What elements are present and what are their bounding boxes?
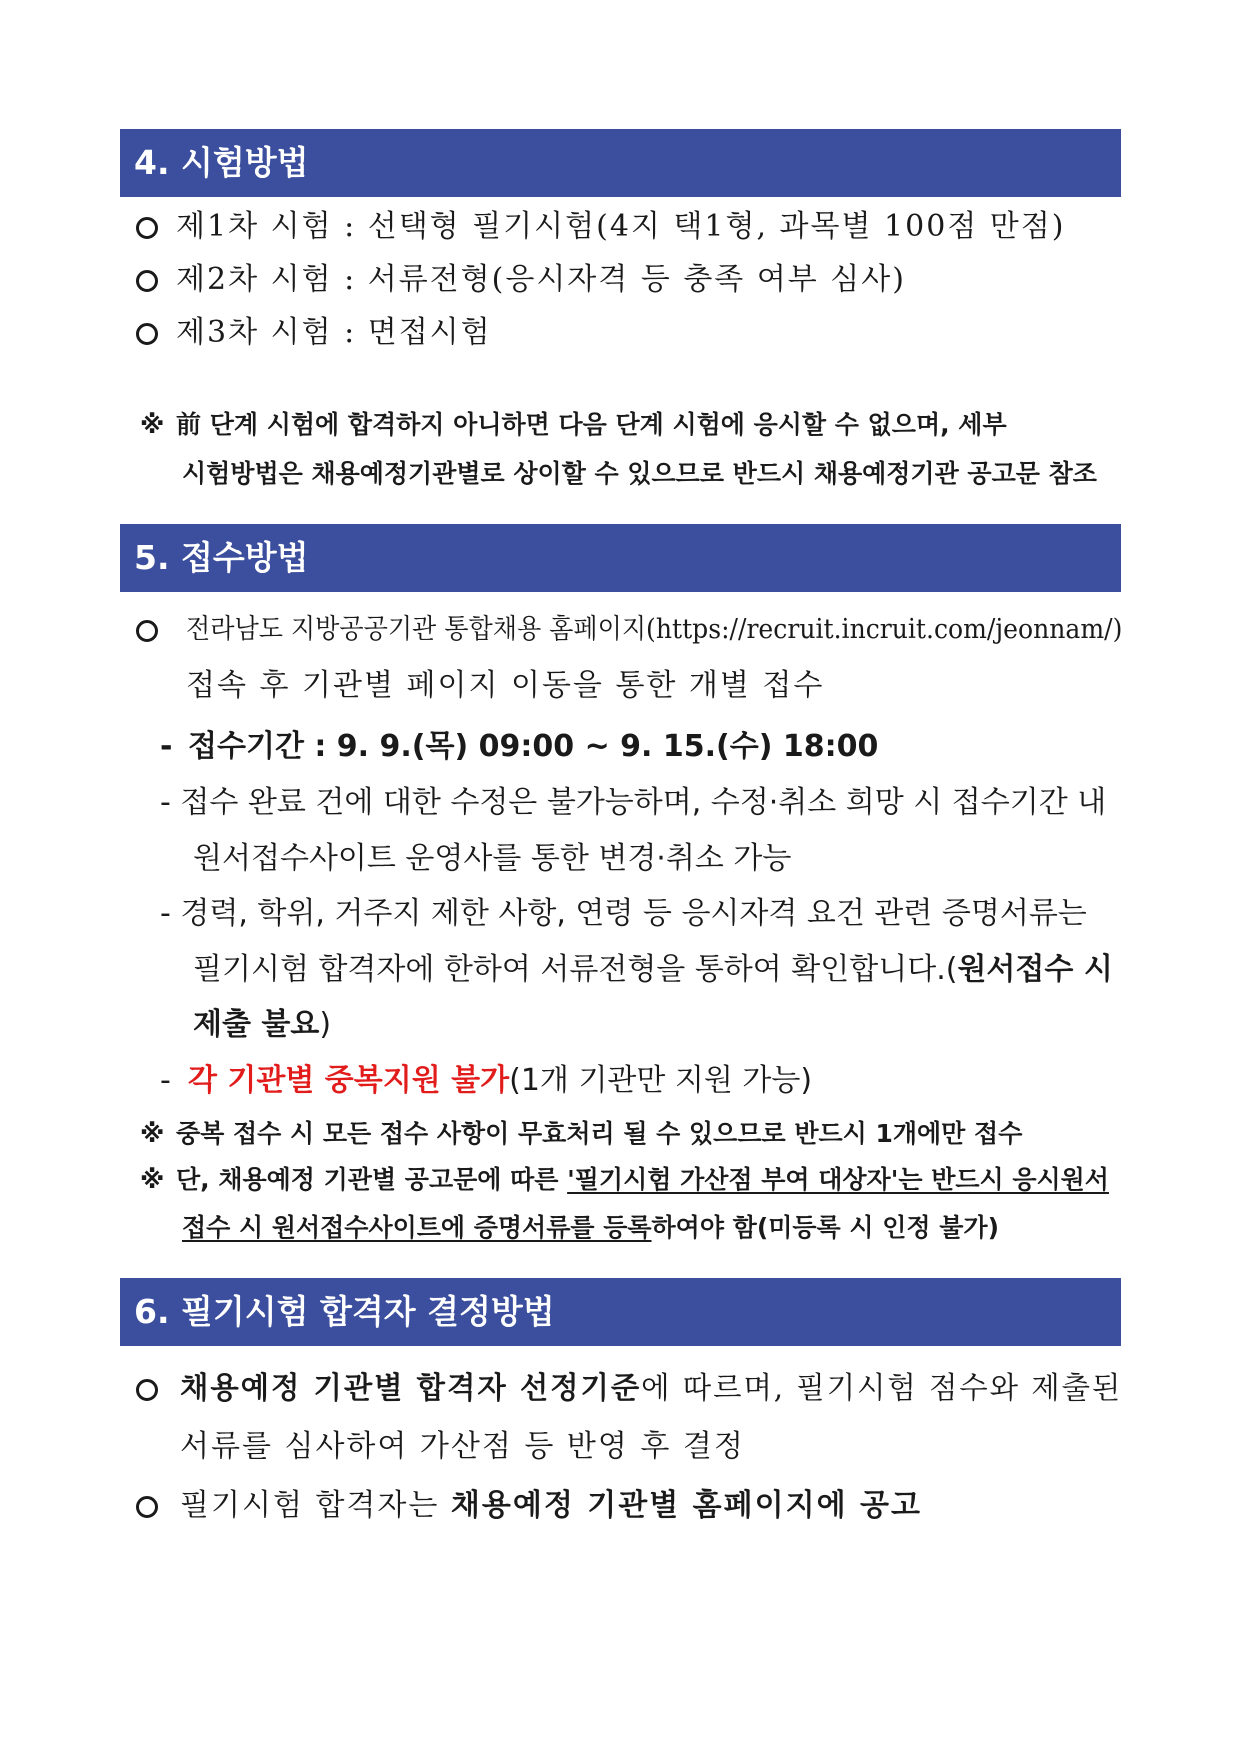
edit-policy-line-2: 원서접수사이트 운영사를 통한 변경·취소 가능 [193, 841, 792, 876]
circle-bullet-icon [136, 1379, 158, 1401]
duplicate-apply-warning: 각 기관별 중복지원 불가 [188, 1063, 510, 1098]
docs-line-2-bold: 원서접수 시 [957, 952, 1113, 987]
note-2-mark: ※ [140, 1165, 165, 1194]
section-4-item-1: 제1차 시험 : 선택형 필기시험(4지 택1형, 과목별 100점 만점) [176, 209, 1066, 244]
application-period: 접수기간 : 9. 9.(목) 09:00 ~ 9. 15.(수) 18:00 [188, 729, 879, 764]
section-5-intro-line-2: 접속 후 기관별 페이지 이동을 통한 개별 접수 [186, 668, 825, 703]
docs-line-1: - 경력, 학위, 거주지 제한 사항, 연령 등 응시자격 요건 관련 증명서류는 [160, 896, 1087, 931]
section-4-note-line-1: 前 단계 시험에 합격하지 아니하면 다음 단계 시험에 응시할 수 없으며, 세부 [176, 410, 1007, 439]
note-2-underlined: '필기시험 가산점 부여 대상자'는 반드시 응시원서 [567, 1165, 1109, 1194]
section-6-header [120, 1278, 1121, 1346]
section-5-header [120, 524, 1121, 592]
circle-bullet-icon [136, 1496, 158, 1518]
section-5-intro-line-1: 전라남도 지방공공기관 통합채용 홈페이지(https://recruit.incruit.com/jeonnam/) [186, 614, 1123, 645]
docs-line-2-text: 필기시험 합격자에 한하여 서류전형을 통하여 확인합니다.( [193, 952, 958, 987]
note-2-line-2-underlined: 접수 시 원서접수사이트에 증명서류를 등록 [182, 1213, 652, 1242]
note-1-mark: ※ [140, 1119, 165, 1148]
section-4-item-3: 제3차 시험 : 면접시험 [176, 315, 492, 350]
section-6-item-1-bold: 채용예정 기관별 합격자 선정기준 [180, 1371, 642, 1406]
docs-line-2 [193, 950, 1113, 990]
docs-line-3-bold: 제출 불요 [193, 1007, 320, 1042]
section-6-title: 6. 필기시험 합격자 결정방법 [134, 1292, 555, 1331]
section-4-note-mark: ※ [140, 410, 165, 439]
section-6-item-2 [180, 1486, 922, 1526]
section-6-item-2-text: 필기시험 합격자는 [180, 1488, 451, 1523]
section-4-header [120, 129, 1121, 197]
section-4-note-line-2: 시험방법은 채용예정기관별로 상이할 수 있으므로 반드시 채용예정기관 공고문 참조 [182, 459, 1097, 488]
note-2-line-1 [176, 1163, 1109, 1197]
docs-line-3 [193, 1005, 331, 1045]
period-dash: - [160, 729, 173, 764]
note-2-line-2 [182, 1211, 999, 1245]
section-6-item-2-bold: 채용예정 기관별 홈페이지에 공고 [450, 1488, 922, 1523]
edit-policy-line-1: - 접수 완료 건에 대한 수정은 불가능하며, 수정·취소 희망 시 접수기간 내 [160, 785, 1107, 820]
note-2-line-2-text: 하여야 함(미등록 시 인정 불가) [651, 1213, 999, 1242]
circle-bullet-icon [136, 620, 158, 642]
dup-dash: - [160, 1063, 171, 1098]
circle-bullet-icon [136, 217, 158, 239]
circle-bullet-icon [136, 270, 158, 292]
section-6-item-1 [180, 1369, 1122, 1409]
section-6-item-1-text: 에 따르며, 필기시험 점수와 제출된 [641, 1371, 1123, 1406]
circle-bullet-icon [136, 323, 158, 345]
docs-line-3-text: ) [319, 1007, 332, 1042]
section-6-item-1-line-2: 서류를 심사하여 가산점 등 반영 후 결정 [180, 1429, 745, 1464]
duplicate-apply-detail: (1개 기관만 지원 가능) [509, 1063, 813, 1098]
section-5-title: 5. 접수방법 [134, 538, 309, 577]
section-4-title: 4. 시험방법 [134, 143, 309, 182]
duplicate-apply-line [188, 1061, 812, 1101]
section-4-item-2: 제2차 시험 : 서류전형(응시자격 등 충족 여부 심사) [176, 262, 906, 297]
note-2-text: 단, 채용예정 기관별 공고문에 따른 [176, 1165, 568, 1194]
note-1-text: 중복 접수 시 모든 접수 사항이 무효처리 될 수 있으므로 반드시 1개에만 접수 [176, 1119, 1023, 1148]
